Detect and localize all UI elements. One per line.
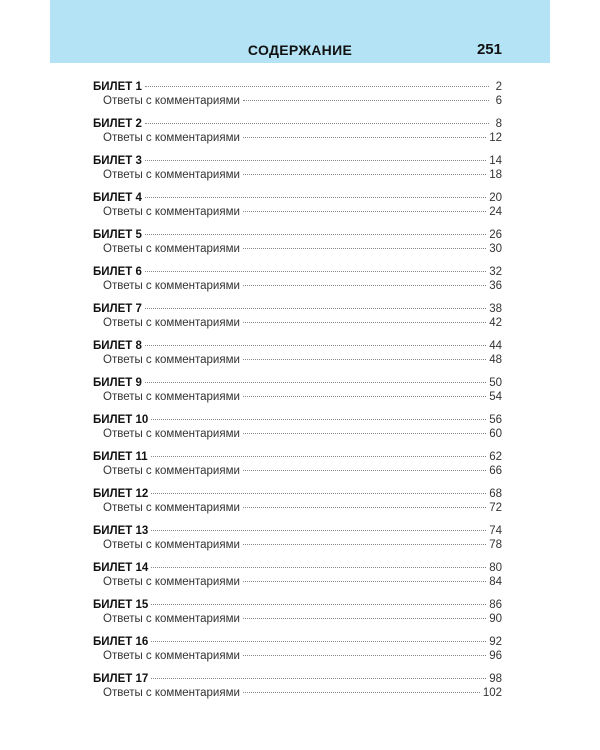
toc-ticket-title: БИЛЕТ 13: [93, 525, 149, 537]
toc-ticket-line[interactable]: [93, 450, 502, 464]
dot-leader: [243, 285, 486, 286]
toc-answers-label: Ответы с комментариями: [103, 650, 240, 662]
toc-answers-label: Ответы с комментариями: [103, 132, 240, 144]
toc-ticket-page: 74: [489, 525, 502, 537]
toc-answers-label: Ответы с комментариями: [103, 613, 240, 625]
toc-answers-line[interactable]: [93, 649, 502, 663]
page-number: 251: [476, 41, 502, 58]
dot-leader: [145, 123, 489, 124]
dot-leader: [243, 174, 486, 175]
toc-answers-page: 90: [489, 613, 502, 625]
toc-ticket-title: БИЛЕТ 5: [93, 229, 142, 241]
toc-answers-page: 78: [489, 539, 502, 551]
toc-ticket-page: 2: [495, 81, 502, 93]
dot-leader: [145, 197, 486, 198]
toc-ticket-page: 14: [489, 155, 502, 167]
toc-answers-page: 24: [489, 206, 502, 218]
toc-entry: [93, 672, 502, 709]
dot-leader: [145, 271, 486, 272]
toc-entry: [93, 154, 502, 191]
toc-ticket-line[interactable]: [93, 154, 502, 168]
toc-ticket-title: БИЛЕТ 7: [93, 303, 142, 315]
toc-answers-page: 60: [489, 428, 502, 440]
toc-answers-page: 12: [489, 132, 502, 144]
toc-ticket-page: 98: [489, 673, 502, 685]
dot-leader: [243, 507, 486, 508]
dot-leader: [243, 470, 486, 471]
toc-answers-page: 102: [482, 687, 502, 699]
dot-leader: [145, 382, 486, 383]
toc-answers-label: Ответы с комментариями: [103, 391, 240, 403]
toc-ticket-page: 50: [489, 377, 502, 389]
toc-answers-page: 48: [489, 354, 502, 366]
toc-answers-line[interactable]: [93, 316, 502, 330]
toc-ticket-line[interactable]: [93, 376, 502, 390]
toc-answers-page: 66: [489, 465, 502, 477]
toc-ticket-title: БИЛЕТ 9: [93, 377, 142, 389]
dot-leader: [243, 618, 486, 619]
toc-ticket-line[interactable]: [93, 561, 502, 575]
dot-leader: [243, 322, 486, 323]
toc-ticket-line[interactable]: [93, 598, 502, 612]
toc-ticket-title: БИЛЕТ 14: [93, 562, 149, 574]
page-title: СОДЕРЖАНИЕ: [247, 42, 353, 58]
toc-answers-line[interactable]: [93, 575, 502, 589]
toc-ticket-page: 20: [489, 192, 502, 204]
toc-ticket-page: 32: [489, 266, 502, 278]
toc-ticket-title: БИЛЕТ 12: [93, 488, 149, 500]
toc-entry: [93, 376, 502, 413]
toc-answers-label: Ответы с комментариями: [103, 428, 240, 440]
toc-ticket-line[interactable]: [93, 339, 502, 353]
toc-entry: [93, 302, 502, 339]
toc-answers-label: Ответы с комментариями: [103, 354, 240, 366]
toc-answers-line[interactable]: [93, 168, 502, 182]
toc-ticket-title: БИЛЕТ 15: [93, 599, 149, 611]
table-of-contents: [93, 80, 502, 709]
dot-leader: [243, 100, 489, 101]
toc-answers-line[interactable]: [93, 538, 502, 552]
toc-ticket-title: БИЛЕТ 3: [93, 155, 142, 167]
toc-answers-line[interactable]: [93, 464, 502, 478]
toc-ticket-page: 86: [489, 599, 502, 611]
toc-answers-label: Ответы с комментариями: [103, 243, 240, 255]
dot-leader: [243, 359, 486, 360]
toc-answers-page: 36: [489, 280, 502, 292]
toc-ticket-line[interactable]: [93, 228, 502, 242]
toc-answers-line[interactable]: [93, 131, 502, 145]
dot-leader: [145, 234, 486, 235]
dot-leader: [243, 655, 486, 656]
dot-leader: [151, 604, 486, 605]
dot-leader: [243, 581, 486, 582]
toc-ticket-line[interactable]: [93, 524, 502, 538]
toc-ticket-page: 44: [489, 340, 502, 352]
toc-ticket-line[interactable]: [93, 672, 502, 686]
toc-answers-line[interactable]: [93, 94, 502, 108]
toc-ticket-line[interactable]: [93, 117, 502, 131]
toc-ticket-title: БИЛЕТ 11: [93, 451, 148, 463]
toc-answers-label: Ответы с комментариями: [103, 576, 240, 588]
toc-answers-label: Ответы с комментариями: [103, 465, 240, 477]
toc-ticket-line[interactable]: [93, 80, 502, 94]
toc-answers-page: 54: [489, 391, 502, 403]
toc-answers-label: Ответы с комментариями: [103, 206, 240, 218]
toc-answers-line[interactable]: [93, 501, 502, 515]
dot-leader: [243, 137, 486, 138]
toc-ticket-title: БИЛЕТ 16: [93, 636, 149, 648]
toc-answers-label: Ответы с комментариями: [103, 317, 240, 329]
toc-answers-label: Ответы с комментариями: [103, 95, 240, 107]
toc-entry: [93, 80, 502, 117]
dot-leader: [151, 456, 487, 457]
dot-leader: [151, 678, 486, 679]
toc-ticket-line[interactable]: [93, 265, 502, 279]
toc-entry: [93, 265, 502, 302]
toc-answers-label: Ответы с комментариями: [103, 687, 240, 699]
dot-leader: [151, 493, 486, 494]
toc-entry: [93, 450, 502, 487]
toc-answers-page: 96: [489, 650, 502, 662]
dot-leader: [243, 396, 486, 397]
toc-answers-line[interactable]: [93, 353, 502, 367]
toc-entry: [93, 561, 502, 598]
toc-answers-line[interactable]: [93, 205, 502, 219]
toc-answers-line[interactable]: [93, 612, 502, 626]
toc-ticket-title: БИЛЕТ 4: [93, 192, 142, 204]
toc-ticket-page: 68: [489, 488, 502, 500]
toc-entry: [93, 524, 502, 561]
dot-leader: [243, 211, 486, 212]
dot-leader: [151, 567, 486, 568]
toc-ticket-line[interactable]: [93, 191, 502, 205]
toc-ticket-page: 8: [495, 118, 502, 130]
toc-answers-label: Ответы с комментариями: [103, 280, 240, 292]
toc-ticket-line[interactable]: [93, 635, 502, 649]
toc-ticket-title: БИЛЕТ 6: [93, 266, 142, 278]
dot-leader: [243, 692, 480, 693]
toc-ticket-page: 38: [489, 303, 502, 315]
toc-answers-page: 72: [489, 502, 502, 514]
toc-ticket-page: 62: [489, 451, 502, 463]
toc-ticket-title: БИЛЕТ 1: [93, 81, 142, 93]
toc-ticket-line[interactable]: [93, 302, 502, 316]
toc-answers-page: 18: [489, 169, 502, 181]
toc-answers-page: 30: [489, 243, 502, 255]
toc-ticket-line[interactable]: [93, 487, 502, 501]
toc-entry: [93, 413, 502, 450]
toc-ticket-title: БИЛЕТ 2: [93, 118, 142, 130]
toc-answers-label: Ответы с комментариями: [103, 169, 240, 181]
dot-leader: [243, 248, 486, 249]
toc-ticket-page: 26: [489, 229, 502, 241]
toc-answers-page: 42: [489, 317, 502, 329]
dot-leader: [243, 433, 486, 434]
toc-entry: [93, 598, 502, 635]
dot-leader: [145, 160, 486, 161]
toc-entry: [93, 635, 502, 672]
toc-ticket-title: БИЛЕТ 8: [93, 340, 142, 352]
page-header: [50, 0, 550, 63]
toc-entry: [93, 487, 502, 524]
toc-answers-label: Ответы с комментариями: [103, 502, 240, 514]
toc-ticket-page: 56: [489, 414, 502, 426]
toc-answers-page: 6: [495, 95, 502, 107]
toc-ticket-page: 80: [489, 562, 502, 574]
toc-answers-line[interactable]: [93, 242, 502, 256]
toc-ticket-title: БИЛЕТ 17: [93, 673, 149, 685]
toc-answers-line[interactable]: [93, 686, 502, 700]
toc-answers-page: 84: [489, 576, 502, 588]
toc-answers-line[interactable]: [93, 390, 502, 404]
dot-leader: [145, 308, 486, 309]
toc-ticket-page: 92: [489, 636, 502, 648]
dot-leader: [151, 530, 486, 531]
dot-leader: [145, 86, 489, 87]
toc-entry: [93, 117, 502, 154]
toc-entry: [93, 339, 502, 376]
toc-entry: [93, 228, 502, 265]
toc-answers-line[interactable]: [93, 427, 502, 441]
dot-leader: [151, 641, 486, 642]
toc-entry: [93, 191, 502, 228]
toc-answers-line[interactable]: [93, 279, 502, 293]
dot-leader: [243, 544, 486, 545]
dot-leader: [151, 419, 486, 420]
dot-leader: [145, 345, 486, 346]
toc-ticket-line[interactable]: [93, 413, 502, 427]
toc-ticket-title: БИЛЕТ 10: [93, 414, 149, 426]
toc-answers-label: Ответы с комментариями: [103, 539, 240, 551]
